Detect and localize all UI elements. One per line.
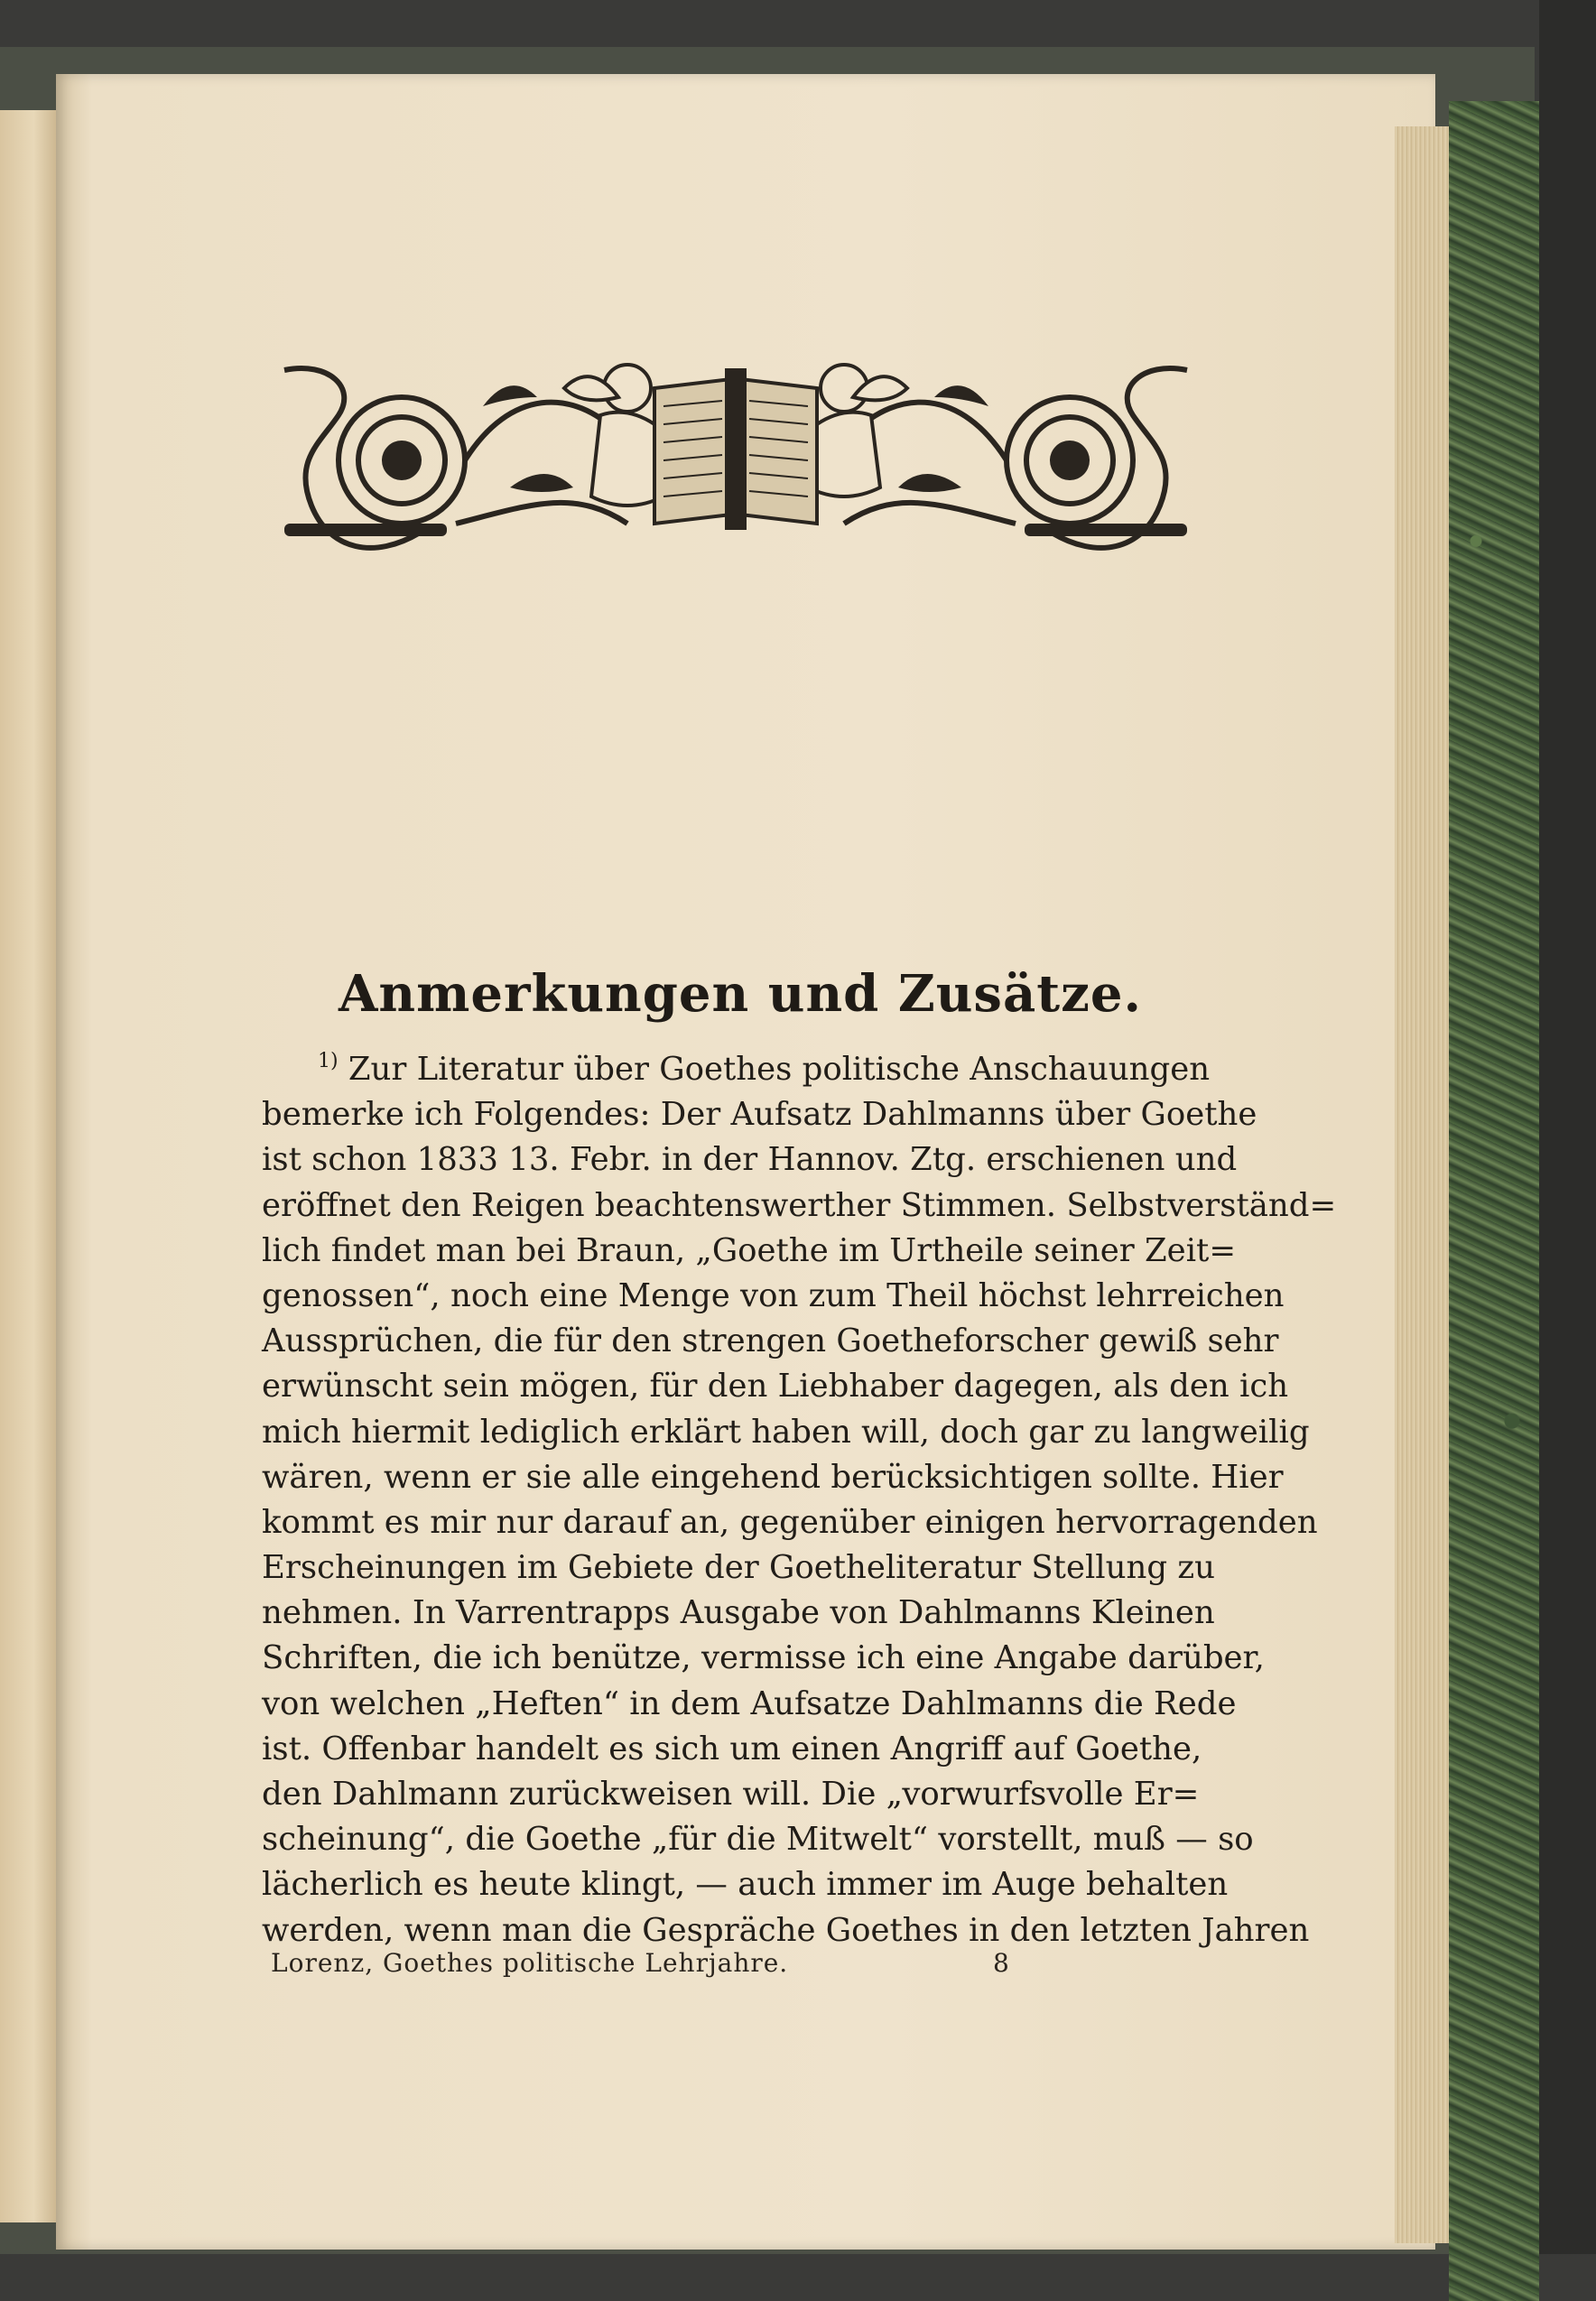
text-line: lächerlich es heute klingt, — auch immer im Auge behalten	[262, 1866, 1229, 1904]
text-line: eröffnet den Reigen beachtenswerther Stimmen. Selbstverständ=	[262, 1186, 1337, 1224]
text-line: erwünscht sein mögen, für den Liebhaber dagegen, als den ich	[262, 1368, 1289, 1406]
text-line: den Dahlmann zurückweisen will. Die „vorwurfsvolle Er=	[262, 1776, 1200, 1813]
section-heading: Anmerkungen und Zusätze.	[338, 964, 1143, 1024]
text-line: kommt es mir nur darauf an, gegenüber einigen hervorragenden	[262, 1503, 1318, 1541]
text-line: nehmen. In Varrentrapps Ausgabe von Dahlmanns Kleinen	[262, 1594, 1215, 1632]
text-line: von welchen „Heften“ in dem Aufsatze Dahlmanns die Rede	[262, 1684, 1237, 1722]
page-number: 8	[993, 1948, 1009, 1978]
page-edges	[1395, 126, 1449, 2243]
running-title: Lorenz, Goethes politische Lehrjahre.	[271, 1948, 789, 1978]
footnote-marker: 1)	[318, 1050, 339, 1072]
text-line: scheinung“, die Goethe „für die Mitwelt“ vorstellt, muß — so	[262, 1821, 1254, 1859]
text-line: ist. Offenbar handelt es sich um einen Angriff auf Goethe,	[262, 1730, 1202, 1768]
text-line: wären, wenn er sie alle eingehend berücksichtigen sollte. Hier	[262, 1458, 1284, 1496]
body-text	[262, 1047, 1337, 1953]
text-line: lich findet man bei Braun, „Goethe im Urtheile seiner Zeit=	[262, 1231, 1237, 1269]
text-line-1: $^{1)}$ Zur Literatur über Goethes politische Anschauungen	[318, 1050, 1211, 1088]
text-line: mich hiermit lediglich erklärt haben will, doch gar zu langweilig	[262, 1413, 1310, 1451]
cherub-book-ornament	[275, 352, 1196, 560]
text-line: bemerke ich Folgendes: Der Aufsatz Dahlmanns über Goethe	[262, 1096, 1257, 1134]
page-footer	[271, 1948, 1174, 1978]
text-line: ist schon 1833 13. Febr. in der Hannov. Ztg. erschienen und	[262, 1141, 1238, 1179]
text-line: genossen“, noch eine Menge von zum Theil höchst lehrreichen	[262, 1276, 1285, 1314]
text-line: Schriften, die ich benütze, vermisse ich eine Angabe darüber,	[262, 1639, 1265, 1677]
marbled-cover	[1449, 101, 1539, 2301]
left-page-edge	[0, 110, 56, 2222]
text-line: Aussprüchen, die für den strengen Goetheforscher gewiß sehr	[262, 1322, 1279, 1360]
text-line: werden, wenn man die Gespräche Goethes in den letzten Jahren	[262, 1911, 1310, 1949]
text-line: Erscheinungen im Gebiete der Goetheliteratur Stellung zu	[262, 1549, 1215, 1587]
background	[1539, 0, 1596, 2254]
